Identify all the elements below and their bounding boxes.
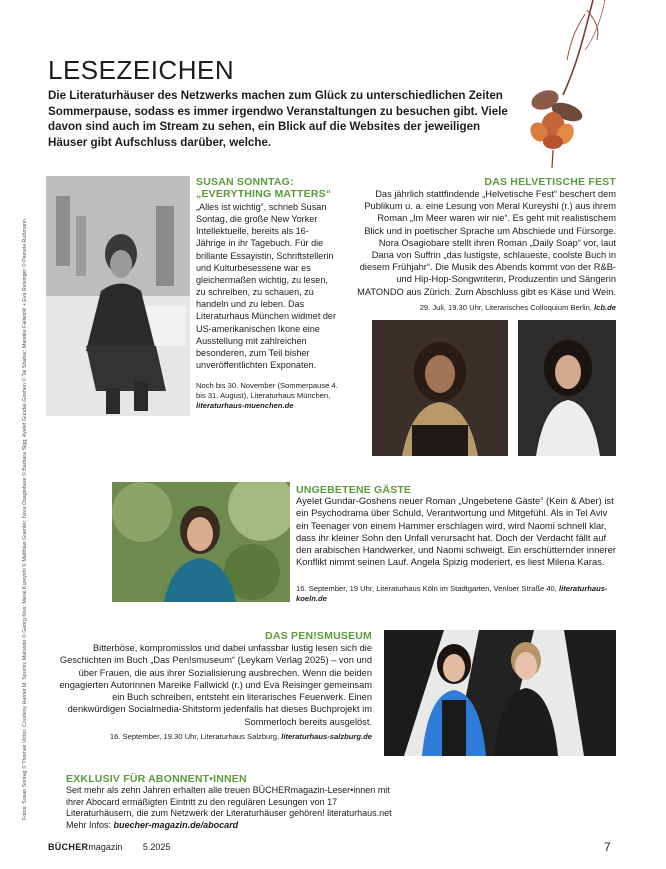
meral-kureyshi-photo	[518, 320, 616, 456]
fallwickl-reisinger-photo	[384, 630, 616, 756]
ungebetene-body: Ayelet Gundar-Goshens neuer Roman „Ungebetene Gäste“ (Kein & Aber) ist ein Psychodrama über Schuld, Verantwortung und Mitgefühl. Als in Tel Aviv ein Teenager von einem Hammer erschlagen wird, wird Naomi schnell klar, dass ihr kleiner Sohn den Unfall verursacht hat. Doch der Verdacht fällt auf den arabischen Handwerker, und Naomi schweigt. Ein erschütternder innerer Konflikt nimmt seinen Lauf. Angela Spizig moderiert, es liest Milena Karas.	[296, 495, 616, 568]
footer-brand: BÜCHERmagazin 5.2025	[48, 842, 171, 852]
sontag-link[interactable]: literaturhaus-muenchen.de	[196, 400, 294, 410]
dried-flower-illustration	[505, 0, 615, 170]
sontag-body: „Alles ist wichtig“, schrieb Susan Sontag, die große New Yorker Intellektuelle, bereits als 16-Jährige in ihr Tagebuch. Für die brillante Essayistin, Schriftstellerin und Kulturbesessene war es gleichermaßen wichtig, zu lesen, zu schreiben, zu schauen, zu handeln und zu leben. Das Literaturhaus München widmet der US-amerikanischen Ikone eine Ausstellung mit zahlreichen besonderen, zum Teil bisher unveröffentlichten Exponaten.	[196, 202, 337, 371]
ungebetene-heading: UNGEBETENE GÄSTE	[296, 484, 412, 496]
helvetisch-note: 29. Juli, 19.30 Uhr, Literarisches Colloquium Berlin, lcb.de	[419, 303, 616, 312]
penismuseum-body: Bitterböse, kompromisslos und dabei unfassbar lustig lesen sich die Geschichten im Buch „Das Pen!smuseum“ (Leykam Verlag 2025) – von und über Frauen, die aus ihrer Sozialisierung ausbrechen. Wenn die beiden engagierten Autorinnen Mareike Fallwickl (r.) und Eva Reisinger gemeinsam ein Buch schreiben, entsteht ein literarisches Feuerwerk. Einen denkwürdigen Socialmedia-Shitstorm jedenfalls hat dieses Buchprojekt im Sommerloch bereits ausgelöst.	[59, 643, 372, 727]
ayelet-gundar-goshen-photo	[112, 482, 290, 602]
page-title: LESEZEICHEN	[48, 55, 235, 85]
helvetisch-link[interactable]: lcb.de	[594, 303, 616, 312]
helvetisch-body: Das jährlich stattfindende „Helvetische Fest“ beschert dem Publikum u. a. eine Lesung von Meral Kureyshi (r.) aus ihrem Roman „Im Meer waren wir nie“. Es geht mit realistischem Blick und in poetischer Sprache um Abschiede und Fürsorge. Nora Osagiobare stellt ihren Roman „Daily Soap“ vor, laut Dana von Suffrin „das lustigste, schlaueste, coolste Buch in diesem Frühjahr“. Die Musik des Abends kommt von der R&B- und Hip-Hop-Songwriterin, Produzentin und Sängerin MATONDO aus Zürich. Zum Abschluss gibt es Käse und Wein.	[357, 189, 616, 297]
abo-link[interactable]: buecher-magazin.de/abocard	[113, 819, 239, 830]
issue-number: 5.2025	[142, 842, 171, 852]
ungebetene-note: 16. September, 19 Uhr, Literaturhaus Köln im Stadtgarten, Venloer Straße 40, literaturhaus-koeln.de	[296, 584, 608, 603]
penismuseum-note: 16. September, 19.30 Uhr, Literaturhaus Salzburg, literaturhaus-salzburg.de	[109, 732, 372, 741]
helvetisch-heading: DAS HELVETISCHE FEST	[484, 176, 616, 188]
intro-text: Die Literaturhäuser des Netzwerks machen zum Glück zu unterschiedlichen Zeiten Sommerpause, sodass es immer irgendwo Veranstaltungen zu besuchen gibt. Viele davon sind auch im Stream zu sehen, ein Blick auf die Websites der jeweiligen Häuser gibt Aufschluss darüber, welche.	[48, 89, 508, 149]
sontag-heading: SUSAN SONNTAG: „EVERYTHING MATTERS“	[196, 176, 332, 200]
abo-heading: EXKLUSIV FÜR ABONNENT•INNEN	[66, 773, 247, 785]
penismuseum-link[interactable]: literaturhaus-salzburg.de	[281, 732, 372, 741]
page-number: 7	[604, 840, 611, 854]
abo-body: Seit mehr als zehn Jahren erhalten alle treuen BÜCHERmagazin-Leser•innen mit ihrer Abocard ermäßigten Eintritt zu den regulären Lesungen von 17 Literaturhäusern, die zum Netzwerk der Literaturhäuser gehören! literaturhaus.net Mehr Infos: buecher-magazin.de/abocard	[66, 785, 392, 830]
penismuseum-heading: DAS PEN!SMUSEUM	[265, 630, 372, 642]
sontag-note: Noch bis 30. November (Sommerpause 4. bis 31. August), Literaturhaus München, literaturhaus-muenchen.de	[196, 381, 338, 410]
photo-credits: Fotos: Susan Sontag © Thomas Victor, Courtesy Harriet M. Spurlin; Matondo © Georg Kiss; Meral Kureyshi © Matthias Guenter; Nora Osagiobare © Barbara Sigg; Ayelet Gundar-Goshen © Tal Shahar; Mareike Fallwickl + Eva Reisinger © Pamela Rußmann	[22, 219, 28, 820]
susan-sontag-photo	[46, 176, 190, 416]
nora-osagiobare-photo	[372, 320, 508, 456]
ungebetene-link[interactable]: literaturhaus-koeln.de	[296, 584, 608, 603]
